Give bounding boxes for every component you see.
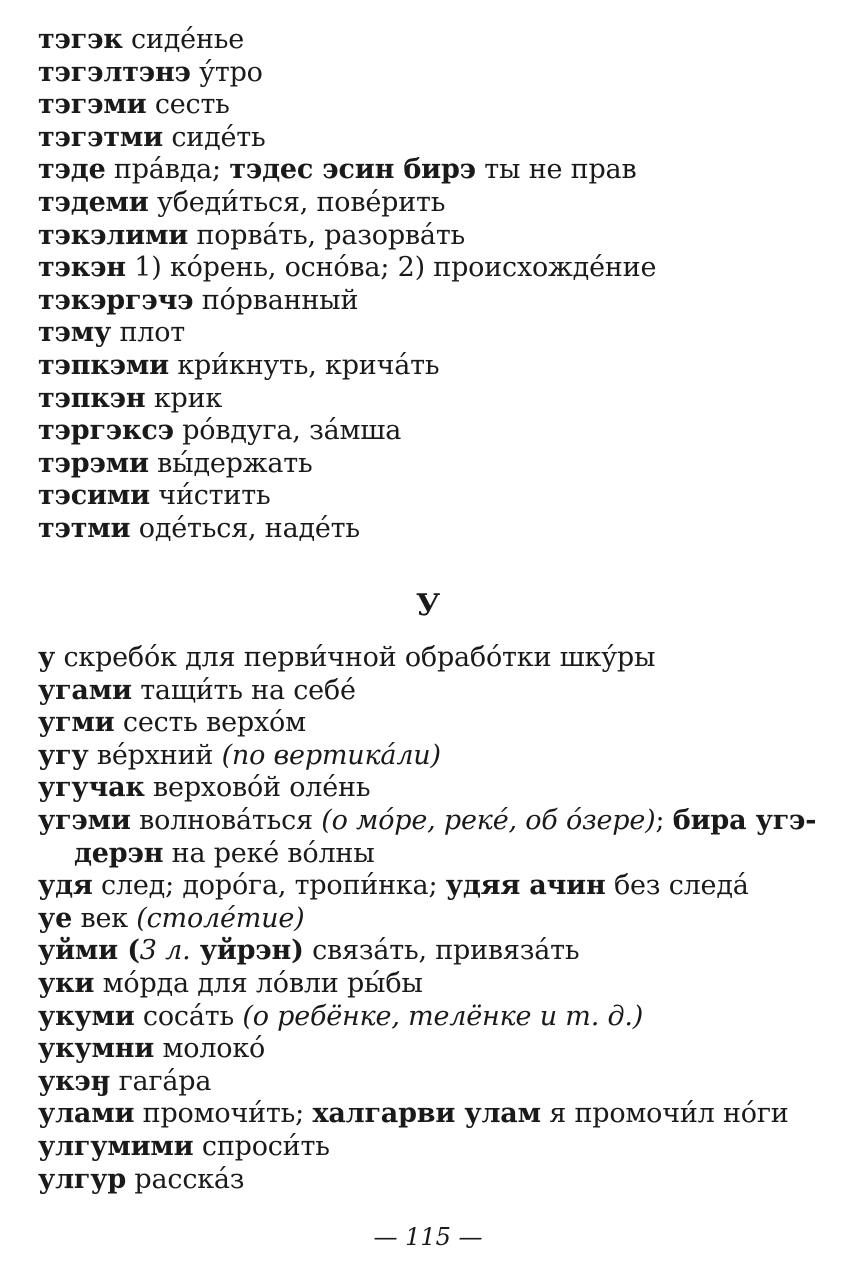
entry-translation: сиде́нье — [122, 24, 245, 55]
entry-headword: тэгэми — [38, 89, 147, 121]
dictionary-entry — [38, 415, 838, 448]
entry-translation: верхово́й оле́нь — [144, 772, 371, 804]
entry-headword: тэгэлтэнэ — [38, 56, 191, 88]
entry-translation: я промочи́л но́ги — [540, 1098, 789, 1130]
entry-headword: тэсими — [38, 480, 150, 512]
entry-translation: сесть — [146, 89, 230, 121]
dictionary-entry — [38, 870, 838, 903]
dictionary-entry — [38, 935, 838, 968]
entry-headword: улгумими — [38, 1130, 194, 1162]
entry-headword: угми — [38, 707, 115, 739]
entry-translation: волнова́ться — [130, 804, 322, 836]
entry-note: (о ребёнке, телёнке и т. д.) — [242, 1000, 644, 1032]
dictionary-entry — [38, 89, 838, 122]
entry-headword: улгур — [38, 1163, 127, 1195]
dictionary-entry — [38, 1098, 838, 1131]
entry-translation: промочи́ть; — [134, 1098, 313, 1130]
entry-translation: крик — [145, 382, 223, 414]
entry-translation: век — [72, 902, 137, 934]
entry-headword: тэгэтми — [38, 121, 163, 153]
entry-translation: 1) ко́рень, осно́ва; 2) происхожде́ние — [125, 252, 657, 284]
dictionary-entry — [38, 1001, 838, 1034]
dictionary-entry — [38, 805, 838, 838]
dictionary-entry — [38, 448, 838, 481]
entry-headword: тэкэлими — [38, 219, 189, 251]
entry-translation: оде́ться, наде́ть — [130, 512, 360, 544]
dictionary-entry — [38, 707, 838, 740]
entry-translation: скребо́к для перви́чной обрабо́тки шку́ры — [55, 642, 656, 673]
entry-headword: тэрэми — [38, 447, 149, 479]
dictionary-entry — [38, 480, 838, 513]
entry-headword: тэкэн — [38, 252, 126, 284]
dictionary-entry — [38, 187, 838, 220]
entry-headword: халгарви улам — [312, 1098, 541, 1130]
entry-translation: спроси́ть — [193, 1130, 330, 1162]
dictionary-entry — [38, 317, 838, 350]
entry-headword: укэӈ — [38, 1065, 111, 1097]
entry-translation: пра́вда; — [105, 154, 230, 186]
entry-translation: сесть верхо́м — [114, 707, 306, 739]
entry-headword: тэкэргэчэ — [38, 284, 194, 316]
entry-headword: тэпкэн — [38, 382, 146, 414]
dictionary-entry — [38, 285, 838, 318]
letter-heading: У — [415, 588, 441, 623]
dictionary-entry — [38, 383, 838, 416]
entry-translation: след; доро́га, тропи́нка; — [92, 870, 446, 902]
entry-translation: ро́вдуга, за́мша — [173, 415, 402, 447]
entry-translation: убеди́ться, пове́рить — [148, 186, 446, 218]
entry-headword: укуми — [38, 1000, 135, 1032]
entry-translation: связа́ть, привяза́ть — [303, 935, 580, 967]
dictionary-entry — [38, 57, 838, 90]
entry-translation: соса́ть — [134, 1000, 243, 1032]
entry-headword: тэгэк — [38, 24, 123, 55]
dictionary-entry — [38, 252, 838, 285]
dictionary-entry — [38, 968, 838, 1001]
entry-headword: тэде — [38, 154, 106, 186]
dictionary-entry — [38, 838, 838, 871]
entry-headword: бира угэ- — [672, 804, 817, 836]
entry-translation: вы́держать — [148, 447, 313, 479]
entry-headword: угами — [38, 674, 132, 706]
section-u-entries — [38, 642, 838, 1196]
entry-translation: порва́ть, разорва́ть — [188, 219, 466, 251]
dictionary-entry — [38, 772, 838, 805]
dictionary-entry — [38, 350, 838, 383]
entry-headword: дерэн — [74, 837, 164, 869]
dictionary-entry — [38, 675, 838, 708]
entry-headword: уйрэн) — [190, 935, 304, 967]
entry-translation: на реке́ во́лны — [163, 837, 375, 869]
dictionary-entry — [38, 1131, 838, 1164]
entry-translation: гага́ра — [110, 1065, 212, 1097]
entry-translation: ты не прав — [475, 154, 637, 186]
entry-translation: молоко́ — [154, 1033, 266, 1065]
entry-headword: улами — [38, 1098, 135, 1130]
entry-headword: тэму — [38, 317, 112, 349]
dictionary-entry — [38, 154, 838, 187]
dictionary-entry — [38, 1033, 838, 1066]
page-number: — 115 — — [373, 1223, 483, 1251]
entry-headword: уйми ( — [38, 935, 140, 967]
entry-translation: расска́з — [126, 1163, 245, 1195]
entry-note: (столе́тие) — [136, 902, 305, 934]
entry-translation: без следа́ — [605, 870, 749, 902]
entry-headword: удя — [38, 870, 93, 902]
entry-headword: уе — [38, 902, 73, 934]
entry-translation: мо́рда для ло́вли ры́бы — [94, 967, 423, 999]
entry-headword: укумни — [38, 1033, 155, 1065]
dictionary-entry — [38, 513, 838, 546]
dictionary-entry — [38, 903, 838, 936]
entry-headword: угу — [38, 739, 89, 771]
entry-headword: тэдеми — [38, 186, 149, 218]
entry-headword: у — [38, 642, 56, 673]
entry-headword: тэпкэми — [38, 349, 169, 381]
entry-translation: плот — [111, 317, 186, 349]
entry-translation: кри́кнуть, крича́ть — [168, 349, 440, 381]
dictionary-entry — [38, 220, 838, 253]
entry-headword: угучак — [38, 772, 145, 804]
entry-translation: ; — [655, 804, 673, 836]
entry-note: (о мо́ре, реке́, об о́зере) — [321, 804, 656, 836]
entry-headword: удяя ачин — [445, 870, 606, 902]
section-t-entries — [38, 24, 838, 546]
entry-translation: ве́рхний — [88, 739, 222, 771]
dictionary-entry — [38, 642, 838, 675]
dictionary-entry — [38, 1164, 838, 1197]
entry-headword: угэми — [38, 804, 131, 836]
entry-note: 3 л. — [139, 935, 191, 967]
entry-headword: уки — [38, 967, 95, 999]
entry-translation: у́тро — [190, 56, 263, 88]
dictionary-entry — [38, 740, 838, 773]
entry-headword: тэргэксэ — [38, 415, 174, 447]
entry-translation: сиде́ть — [162, 121, 266, 153]
entry-translation: по́рванный — [193, 284, 359, 316]
entry-headword: тэдес эсин бирэ — [229, 154, 476, 186]
entry-headword: тэтми — [38, 512, 131, 544]
entry-translation: чи́стить — [149, 480, 271, 512]
dictionary-entry — [38, 122, 838, 155]
entry-note: (по вертика́ли) — [221, 739, 441, 771]
entry-translation: тащи́ть на себе́ — [131, 674, 356, 706]
dictionary-entry — [38, 1066, 838, 1099]
dictionary-entry — [38, 24, 838, 57]
